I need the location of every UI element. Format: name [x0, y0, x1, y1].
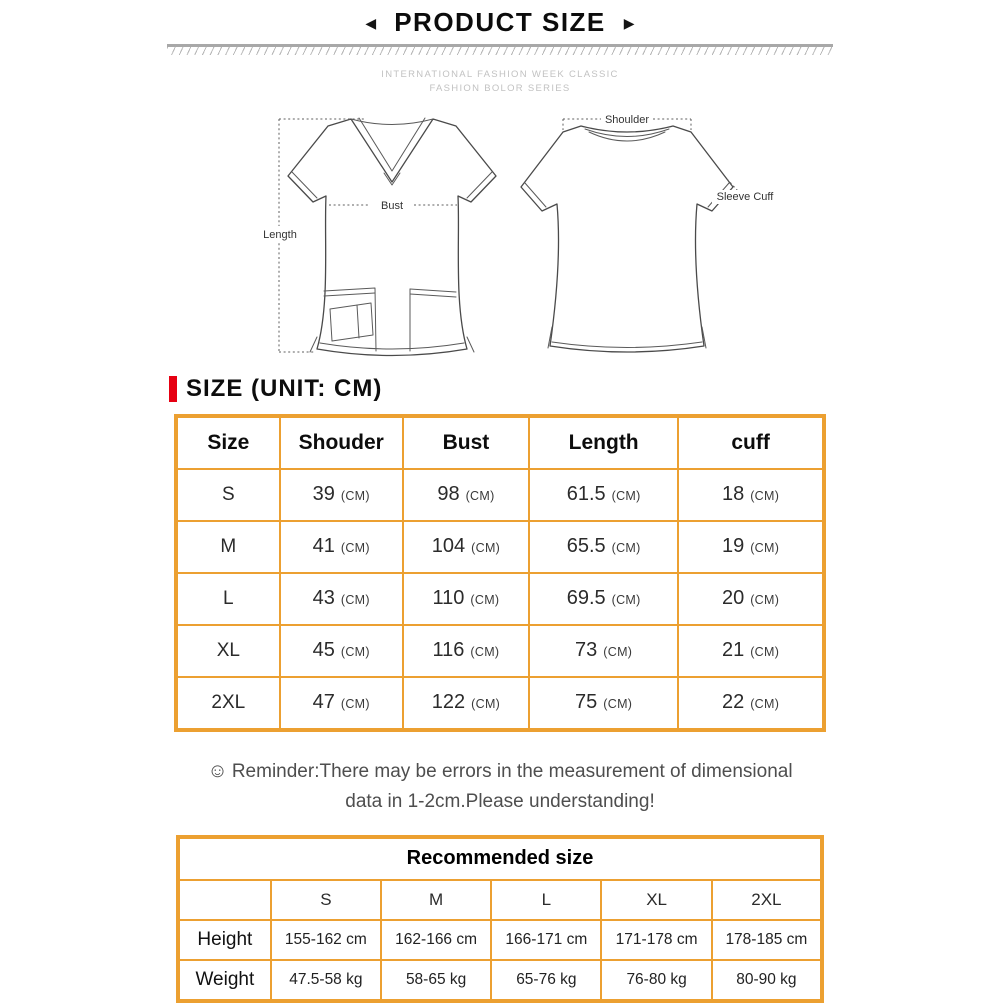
size-name: S — [176, 469, 280, 521]
cuff-value: 20 (CM) — [678, 573, 824, 625]
col-header-length: Length — [529, 416, 678, 469]
weight-value: 80-90 kg — [712, 960, 822, 1001]
size-row-l — [176, 573, 824, 625]
bust-value: 98 (CM) — [403, 469, 529, 521]
shoulder-value: 47 (CM) — [280, 677, 403, 730]
rec-size-l: L — [491, 880, 601, 920]
sleeve-cuff-label: Sleeve Cuff — [716, 190, 774, 203]
weight-value: 58-65 kg — [381, 960, 491, 1001]
col-header-cuff: cuff — [678, 416, 824, 469]
reminder-line1: ☺ Reminder:There may be errors in the measurement of dimensional — [207, 759, 793, 782]
size-row-xl — [176, 625, 824, 677]
weight-value: 65-76 kg — [491, 960, 601, 1001]
shoulder-value: 43 (CM) — [280, 573, 403, 625]
recommended-title: Recommended size — [178, 837, 822, 880]
back-view-drawing — [521, 114, 778, 352]
height-label: Height — [178, 920, 271, 960]
col-header-bust: Bust — [403, 416, 529, 469]
weight-value: 76-80 kg — [601, 960, 711, 1001]
height-value: 155-162 cm — [271, 920, 381, 960]
cuff-value: 22 (CM) — [678, 677, 824, 730]
cuff-value: 18 (CM) — [678, 469, 824, 521]
rec-size-m: M — [381, 880, 491, 920]
cuff-value: 19 (CM) — [678, 521, 824, 573]
weight-label: Weight — [178, 960, 271, 1001]
recommended-size-table — [176, 835, 824, 1003]
shoulder-value: 39 (CM) — [280, 469, 403, 521]
corner-cell — [178, 880, 271, 920]
shoulder-value: 41 (CM) — [280, 521, 403, 573]
size-section-heading — [169, 375, 833, 403]
rec-size-s: S — [271, 880, 381, 920]
smiley-icon: ☺ — [207, 759, 228, 782]
bust-value: 110 (CM) — [403, 573, 529, 625]
shoulder-label: Shoulder — [604, 113, 650, 126]
garment-measurement-diagram — [167, 99, 833, 361]
cuff-value: 21 (CM) — [678, 625, 824, 677]
height-value: 166-171 cm — [491, 920, 601, 960]
size-table-header-row — [176, 416, 824, 469]
series-caption — [167, 68, 833, 97]
divider-hatch — [167, 47, 833, 55]
length-value: 65.5 (CM) — [529, 521, 678, 573]
length-value: 73 (CM) — [529, 625, 678, 677]
length-value: 69.5 (CM) — [529, 573, 678, 625]
bust-label: Bust — [380, 199, 404, 212]
size-row-2xl — [176, 677, 824, 730]
hatched-divider — [167, 44, 833, 55]
size-name: L — [176, 573, 280, 625]
size-row-m — [176, 521, 824, 573]
right-triangle-icon: ▶ — [623, 15, 635, 31]
height-value: 162-166 cm — [381, 920, 491, 960]
reminder-note — [167, 756, 833, 816]
page-title: PRODUCT SIZE — [394, 7, 606, 37]
length-label: Length — [263, 228, 297, 241]
size-table — [174, 414, 826, 732]
recommended-height-row — [178, 920, 822, 960]
size-name: 2XL — [176, 677, 280, 730]
rec-size-xl: XL — [601, 880, 711, 920]
size-name: XL — [176, 625, 280, 677]
size-name: M — [176, 521, 280, 573]
size-section-title: SIZE (UNIT: CM) — [186, 374, 383, 402]
page-content — [167, 0, 833, 1003]
height-value: 171-178 cm — [601, 920, 711, 960]
bust-value: 104 (CM) — [403, 521, 529, 573]
series-caption-line2: FASHION BOLOR SERIES — [429, 83, 571, 95]
left-triangle-icon: ◀ — [365, 15, 377, 31]
bust-value: 122 (CM) — [403, 677, 529, 730]
size-row-s — [176, 469, 824, 521]
col-header-shoulder: Shouder — [280, 416, 403, 469]
recommended-sizes-row — [178, 880, 822, 920]
bust-value: 116 (CM) — [403, 625, 529, 677]
front-view-drawing — [255, 118, 496, 356]
height-value: 178-185 cm — [712, 920, 822, 960]
recommended-title-row — [178, 837, 822, 880]
length-value: 75 (CM) — [529, 677, 678, 730]
rec-size-2xl: 2XL — [712, 880, 822, 920]
reminder-line2: data in 1-2cm.Please understanding! — [345, 790, 655, 812]
page-banner — [167, 0, 833, 38]
length-value: 61.5 (CM) — [529, 469, 678, 521]
red-accent-bar — [169, 376, 177, 402]
col-header-size: Size — [176, 416, 280, 469]
shoulder-value: 45 (CM) — [280, 625, 403, 677]
recommended-weight-row — [178, 960, 822, 1001]
weight-value: 47.5-58 kg — [271, 960, 381, 1001]
series-caption-line1: INTERNATIONAL FASHION WEEK CLASSIC — [381, 69, 619, 80]
